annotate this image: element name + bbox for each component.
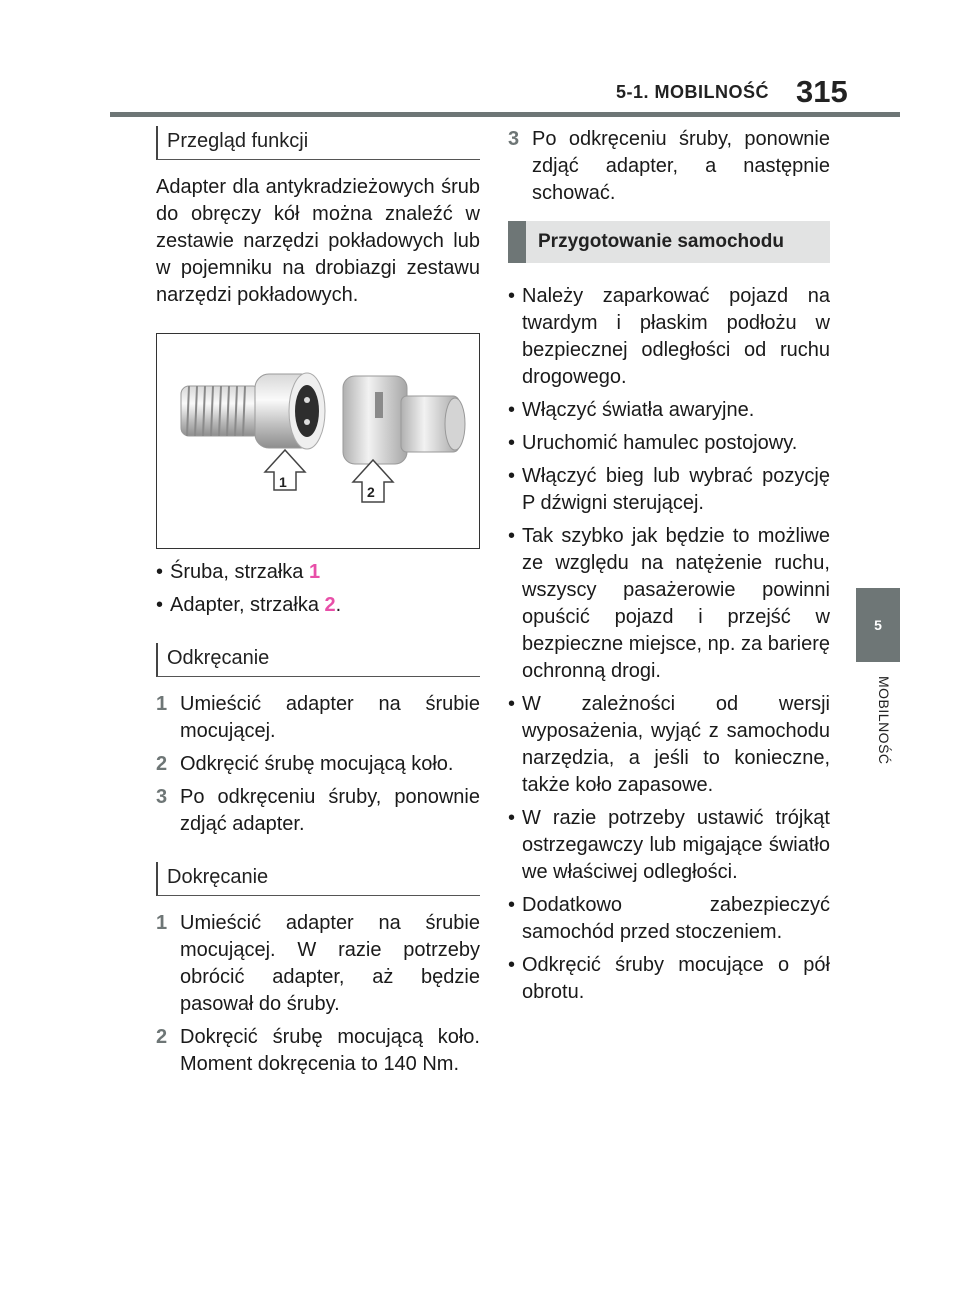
step-item: 3 Po odkręceniu śruby, ponownie zdjąć adapter. bbox=[156, 786, 480, 835]
list-item: • Należy zaparkować pojazd na twardym i płaskim podłożu w bezpiecznej odległości od ruchu drogowego. bbox=[508, 283, 830, 391]
legend-item: • Śruba, strzałka 1 bbox=[156, 559, 480, 586]
overview-heading: Przegląd funkcji bbox=[156, 126, 480, 160]
chapter-label: MOBILNOŚĆ bbox=[876, 676, 892, 765]
step-item: 2 Odkręcić śrubę mocującą koło. bbox=[156, 753, 454, 775]
bolt-adapter-figure bbox=[156, 333, 480, 549]
prep-heading-text: Przygotowanie samochodu bbox=[538, 231, 784, 252]
chapter-tab[interactable] bbox=[856, 588, 900, 662]
heading-bar bbox=[508, 221, 526, 263]
arrow-2-label: 2 bbox=[367, 484, 375, 500]
chapter-number: 5 bbox=[874, 617, 882, 633]
list-item: • W razie potrzeby ustawić trójkąt ostrzegawczy lub migające światło we właściwej odległości. bbox=[508, 805, 830, 886]
step-item: 1 Umieścić adapter na śrubie mocującej. W razie potrzeby obrócić adapter, aż będzie pasował do śruby. bbox=[156, 912, 480, 1015]
tightening-steps bbox=[156, 910, 480, 1078]
prep-heading bbox=[508, 221, 830, 263]
prep-list bbox=[508, 283, 830, 1006]
bolt-adapter-illustration bbox=[157, 334, 479, 548]
header-rule bbox=[110, 112, 900, 117]
arrow-1-label: 1 bbox=[279, 474, 287, 490]
legend-item: • Adapter, strzałka 2. bbox=[156, 592, 480, 619]
adapter-shape bbox=[343, 376, 465, 464]
figure-legend bbox=[156, 559, 480, 619]
list-item: • Dodatkowo zabezpieczyć samochód przed stoczeniem. bbox=[508, 892, 830, 946]
left-column bbox=[156, 126, 480, 1084]
list-item: • Włączyć bieg lub wybrać pozycję P dźwigni sterującej. bbox=[508, 463, 830, 517]
list-item: • Uruchomić hamulec postojowy. bbox=[508, 430, 830, 457]
unscrewing-steps bbox=[156, 691, 480, 838]
list-item: • Tak szybko jak będzie to możliwe ze względu na natężenie ruchu, wszyscy pasażerowie powinni opuścić pojazd i przejść w bezpieczne miejsce, np. za barierę ochronną drogi. bbox=[508, 523, 830, 685]
marker-2: 2 bbox=[324, 594, 336, 616]
unscrewing-heading: Odkręcanie bbox=[156, 643, 480, 677]
marker-1: 1 bbox=[308, 561, 321, 583]
tightening-heading: Dokręcanie bbox=[156, 862, 480, 896]
list-item: • W zależności od wersji wyposażenia, wyjąć z samochodu narzędzia, a jeśli to konieczne, także koło zapasowe. bbox=[508, 691, 830, 799]
bolt-shape bbox=[181, 373, 325, 449]
list-item: • Odkręcić śruby mocujące o pół obrotu. bbox=[508, 952, 830, 1006]
unscrewing-steps-continued bbox=[508, 126, 830, 207]
list-item: • Włączyć światła awaryjne. bbox=[508, 397, 830, 424]
step-item: 3 Po odkręceniu śruby, ponownie zdjąć adapter, a następnie schować. bbox=[508, 128, 830, 204]
right-column bbox=[508, 126, 830, 1012]
overview-text: Adapter dla antykradzieżowych śrub do obręczy kół można znaleźć w zestawie narzędzi pokładowych lub w pojemniku na drobiazgi zestawu narzędzi pokładowych. bbox=[156, 176, 480, 306]
step-item: 1 Umieścić adapter na śrubie mocującej. bbox=[156, 693, 480, 742]
page-number: 315 bbox=[796, 74, 848, 109]
step-item: 2 Dokręcić śrubę mocującą koło. Moment dokręcenia to 140 Nm. bbox=[156, 1026, 480, 1075]
section-title: 5-1. MOBILNOŚĆ bbox=[616, 82, 770, 102]
